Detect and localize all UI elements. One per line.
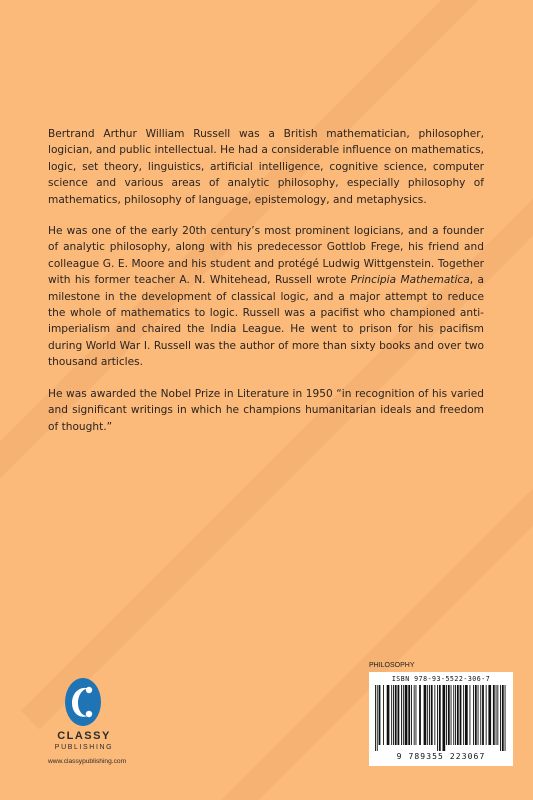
barcode-bar	[500, 685, 501, 751]
barcode-bar	[505, 685, 506, 751]
barcode-bar	[403, 685, 404, 745]
barcode-bar	[414, 685, 415, 745]
barcode-bar	[427, 685, 428, 745]
barcode-bar	[480, 685, 481, 745]
barcode-bar	[405, 685, 408, 745]
paragraph-2	[48, 223, 484, 371]
barcode-bar	[482, 685, 484, 745]
paragraph-1: Bertrand Arthur William Russell was a British mathematician, philosopher, logician, and public intellectual. He had a considerable influence on mathematics, logic, set theory, linguistics, artificial intelligence, cognitive science, computer science and various areas of analytic philosophy, especially philosophy of mathematics, philosophy of language, epistemology, and metaphysics.	[48, 128, 484, 206]
barcode-bar	[478, 685, 479, 745]
book-title-italic: Principia Mathematica	[350, 274, 470, 287]
barcode-bar	[443, 685, 446, 751]
publisher-name: CLASSY	[57, 730, 111, 742]
barcode-bar	[463, 685, 464, 745]
barcode-bar	[419, 685, 421, 745]
paragraph-3: He was awarded the Nobel Prize in Literature in 1950 “in recognition of his varied and significant writings in which he champions humanitarian ideals and freedom of thought.”	[48, 387, 484, 433]
barcode-bar	[411, 685, 412, 745]
barcode-bar	[401, 685, 402, 745]
barcode-bar	[424, 685, 427, 745]
barcode-bar	[446, 685, 447, 745]
category-label: PHILOSOPHY	[369, 662, 415, 669]
barcode-bar	[398, 685, 400, 745]
stylized-c-logo-icon	[54, 674, 112, 730]
barcode-bar	[488, 685, 491, 745]
barcode-bar	[502, 685, 504, 751]
barcode-bar	[379, 685, 381, 745]
barcode-bar	[465, 685, 468, 745]
barcode-bar	[395, 685, 397, 745]
barcode-bar	[448, 685, 450, 745]
barcode-bar	[470, 685, 471, 745]
barcode-bar	[453, 685, 454, 745]
barcode-bar	[377, 685, 378, 751]
barcode-digits: 9 789355 223067	[396, 752, 486, 761]
barcode-bars	[373, 685, 509, 751]
publisher-sub: PUBLISHING	[54, 744, 114, 751]
barcode-bar	[497, 685, 498, 745]
barcode-bar	[460, 685, 462, 745]
barcode-bar	[439, 685, 441, 751]
barcode-bar	[416, 685, 417, 745]
barcode-bar	[493, 685, 495, 745]
barcode-bar	[391, 685, 392, 745]
barcode-bar	[451, 685, 452, 745]
barcode-bar	[393, 685, 394, 745]
barcode-bar	[457, 685, 459, 745]
barcode-bar	[455, 685, 456, 745]
paragraph-2-part-1: He was one of the early 20th century’s most prominent logicians, and a founder of analytic philosophy, along with his predecessor Gottlob Frege, his friend and colleague G. E. Moore and his student and protégé Ludwig Wittgenstein. Together with his former teacher A. N. Whitehead, Russell wrote	[48, 225, 484, 287]
publisher-website: www.classypublishing.com	[48, 758, 127, 765]
barcode-bar	[473, 685, 474, 745]
description-text	[48, 126, 484, 450]
barcode-bar	[387, 685, 390, 745]
barcode-bar	[375, 685, 376, 751]
barcode-bar	[486, 685, 487, 745]
barcode-bar	[475, 685, 477, 745]
paragraph-2-part-2: , a milestone in the development of classical logic, and a major attempt to reduce the whole of mathematics to logic. Russell was a pacifist who championed anti-imperialism and chaired the India League. He went to prison for his pacifism during World War I. Russell was the author of more than sixty books and over two thousand articles.	[48, 274, 484, 369]
isbn-label: ISBN 978-93-5522-306-7	[391, 675, 491, 683]
barcode-bar	[383, 685, 384, 745]
barcode-bar	[431, 685, 433, 745]
barcode-bar	[437, 685, 438, 751]
barcode-bar	[408, 685, 410, 745]
barcode-bar	[496, 685, 497, 745]
isbn-barcode	[369, 672, 513, 766]
barcode-bar	[429, 685, 430, 745]
barcode-bar	[434, 685, 435, 745]
